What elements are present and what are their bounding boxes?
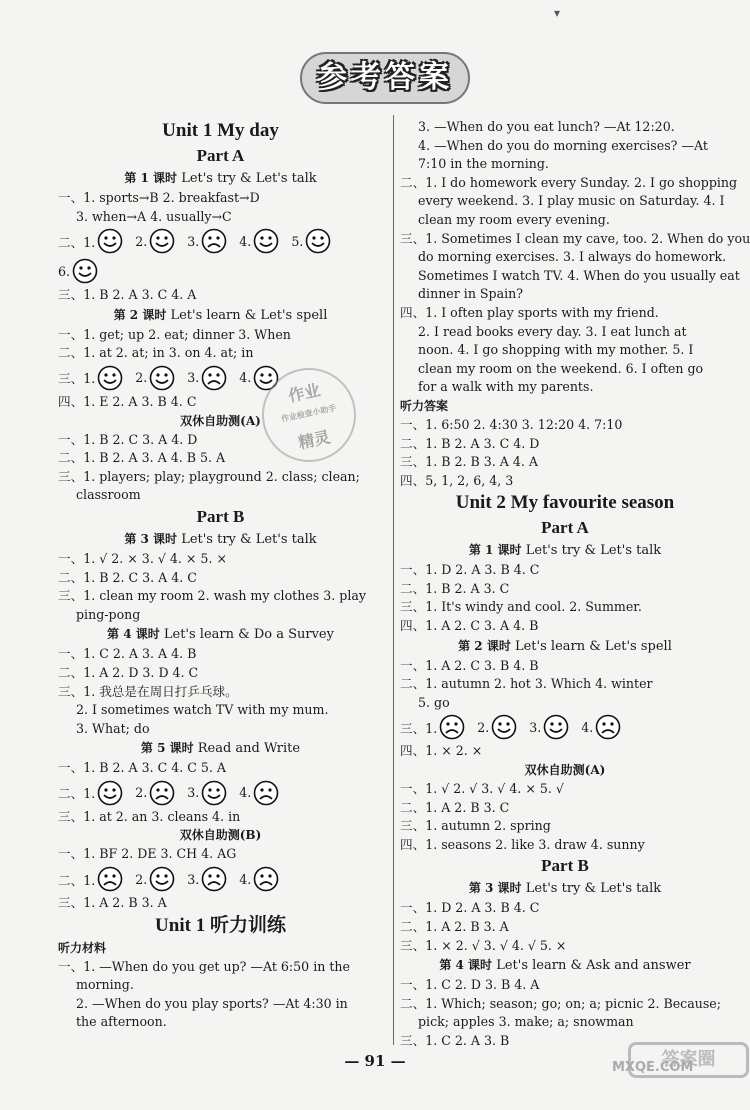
face-label: 3.	[187, 233, 200, 249]
smiley-face-icon	[149, 866, 175, 892]
answer-line: 三、1. clean my room 2. wash my clothes 3. play	[58, 588, 366, 604]
left-column	[58, 118, 383, 1032]
face-label: 三、1.	[400, 720, 438, 736]
smiley-face-icon	[149, 228, 175, 254]
listening-title: Unit 1 听力训练	[155, 914, 286, 936]
answer-line: 一、1. D 2. A 3. B 4. C	[400, 562, 540, 578]
answer-line: 三、1. Sometimes I clean my cave, too. 2. When do you	[400, 230, 750, 246]
answer-line: 二、1. A 2. B 3. C	[400, 799, 510, 815]
listening-material-label: 听力材料	[58, 940, 107, 955]
face-label: 2.	[135, 785, 148, 801]
lesson-number: 第 1 课时	[468, 543, 522, 558]
answer-line: 一、1. B 2. C 3. A 4. D	[58, 431, 198, 447]
lesson-title: Let's learn & Let's spell	[514, 638, 672, 654]
face-label: 6.	[58, 263, 71, 279]
answer-line: 一、1. B 2. A 3. C 4. C 5. A	[58, 760, 227, 776]
answer-line: 三、1. B 2. A 3. C 4. A	[58, 287, 197, 303]
answer-line: ping-pong	[76, 606, 141, 622]
smiley-face-icon	[97, 228, 123, 254]
sad-face-icon	[201, 866, 227, 892]
face-row	[58, 226, 383, 256]
answer-line: dinner in Spain?	[418, 286, 524, 302]
answer-line: 二、1. I do homework every Sunday. 2. I go shopping	[400, 174, 738, 190]
face-label: 4.	[239, 370, 252, 386]
face-label: 2.	[477, 719, 490, 735]
lesson-heading	[58, 738, 383, 759]
smiley-face-icon	[201, 780, 227, 806]
answer-line: 四、1. A 2. C 3. A 4. B	[400, 618, 539, 634]
banner-title: 参考答案	[317, 60, 453, 95]
smiley-face-icon	[72, 258, 98, 284]
lesson-heading	[400, 636, 730, 657]
lesson-title: Let's try & Let's talk	[525, 543, 662, 559]
answer-line: clean my room on the weekend. 6. I often go	[418, 360, 704, 376]
smiley-face-icon	[97, 780, 123, 806]
lesson-number: 第 1 课时	[124, 171, 178, 185]
answer-line: every weekend. 3. I play music on Saturday. 4. I	[418, 193, 725, 209]
face-label: 3.	[187, 370, 200, 386]
sad-face-icon	[439, 714, 465, 740]
lesson-number: 第 3 课时	[124, 531, 178, 546]
answer-line: morning.	[76, 977, 134, 993]
answer-line: 一、1. get; up 2. eat; dinner 3. When	[58, 326, 291, 342]
lesson-heading	[400, 955, 730, 976]
stamp-top-text: 作业	[286, 380, 322, 406]
lesson-title: Let's try & Let's talk	[525, 881, 662, 897]
part-title: Part B	[541, 856, 589, 876]
face-row	[58, 864, 383, 894]
answer-line: 2. I sometimes watch TV with my mum.	[76, 702, 329, 718]
answer-line: 3. —When do you eat lunch? —At 12:20.	[418, 119, 675, 134]
smiley-face-icon	[97, 365, 123, 391]
face-label: 2.	[135, 370, 148, 386]
answer-line: 三、1. B 2. B 3. A 4. A	[400, 454, 538, 470]
sad-face-icon	[201, 228, 227, 254]
sad-face-icon	[201, 365, 227, 391]
lesson-heading	[58, 168, 383, 189]
page-number: — 91 —	[344, 1052, 406, 1070]
lesson-title: Let's learn & Do a Survey	[163, 627, 334, 643]
face-row	[58, 256, 383, 286]
face-label: 二、1.	[58, 234, 96, 250]
sad-face-icon	[253, 866, 279, 892]
answer-line: 一、1. √ 2. × 3. √ 4. × 5. ×	[58, 550, 228, 566]
lesson-title: Let's try & Let's talk	[181, 171, 317, 186]
lesson-title: Read and Write	[197, 741, 301, 757]
watermark-url: MXQE.COM	[612, 1060, 694, 1075]
lesson-heading	[400, 540, 730, 561]
answer-line: 二、1. B 2. A 3. C	[400, 580, 510, 596]
unit-title: Unit 2 My favourite season	[455, 492, 675, 514]
answer-line: 一、1. BF 2. DE 3. CH 4. AG	[58, 846, 237, 862]
answer-line: 一、1. 6:50 2. 4:30 3. 12:20 4. 7:10	[400, 416, 623, 432]
lesson-heading	[400, 878, 730, 899]
part-title: Part B	[196, 506, 245, 526]
lesson-heading	[58, 624, 383, 645]
answer-line: do morning exercises. 3. I always do homework.	[418, 249, 727, 265]
answer-line: 二、1. B 2. A 3. A 4. B 5. A	[58, 450, 226, 466]
answer-line: pick; apples 3. make; a; snowman	[418, 1014, 634, 1030]
answer-line: 2. —When do you play sports? —At 4:30 in	[76, 995, 348, 1011]
answer-line: 3. when→A 4. usually→C	[76, 208, 232, 224]
answer-line: 一、1. √ 2. √ 3. √ 4. × 5. √	[400, 781, 564, 797]
face-row	[58, 778, 383, 808]
answer-line: 四、1. I often play sports with my friend.	[400, 304, 659, 320]
face-label: 4.	[581, 719, 594, 735]
answer-line: 5. go	[418, 694, 450, 710]
face-label: 2.	[135, 871, 148, 887]
face-label: 二、1.	[58, 786, 96, 802]
answer-line: 四、1. E 2. A 3. B 4. C	[58, 393, 197, 409]
lesson-number: 第 2 课时	[458, 638, 511, 653]
listening-answers-label: 听力答案	[400, 398, 449, 413]
face-label: 4.	[239, 785, 252, 801]
test-title: 双休自助测(B)	[179, 828, 262, 843]
answer-line: noon. 4. I go shopping with my mother. 5. I	[418, 342, 694, 358]
sad-face-icon	[595, 714, 621, 740]
lesson-number: 第 4 课时	[107, 627, 160, 642]
answer-line: 四、5, 1, 2, 6, 4, 3	[400, 472, 514, 488]
smiley-face-icon	[253, 228, 279, 254]
lesson-number: 第 5 课时	[140, 741, 194, 756]
face-label: 2.	[135, 233, 148, 249]
answer-line: 三、1. at 2. an 3. cleans 4. in	[58, 808, 241, 824]
face-row	[400, 712, 730, 742]
answer-line: 一、1. A 2. C 3. B 4. B	[400, 657, 539, 673]
column-divider	[393, 115, 394, 1045]
face-label: 4.	[239, 233, 252, 249]
right-column	[400, 118, 750, 1051]
test-title: 双休自助测(A)	[180, 413, 261, 428]
part-title: Part A	[196, 146, 245, 165]
answer-line: Sometimes I watch TV. 4. When do you usually eat	[418, 267, 740, 283]
answer-line: 3. What; do	[76, 720, 150, 736]
face-label: 3.	[529, 719, 542, 735]
lesson-heading	[58, 305, 383, 326]
sad-face-icon	[149, 780, 175, 806]
face-label: 二、1.	[58, 872, 96, 888]
lesson-title: Let's try & Let's talk	[181, 531, 317, 547]
smiley-face-icon	[305, 228, 331, 254]
answer-line: 4. —When do you do morning exercises? —At	[418, 137, 708, 153]
answer-line: 三、1. A 2. B 3. A	[58, 895, 167, 911]
answer-line: 二、1. B 2. A 3. C 4. D	[400, 435, 540, 451]
face-label: 4.	[239, 871, 252, 887]
lesson-title: Let's learn & Ask and answer	[496, 958, 691, 974]
sad-face-icon	[97, 866, 123, 892]
lesson-title: Let's learn & Let's spell	[170, 307, 328, 323]
answer-line: clean my room every evening.	[418, 211, 610, 227]
answer-line: 二、1. A 2. D 3. D 4. C	[58, 664, 199, 680]
answer-line: 三、1. It's windy and cool. 2. Summer.	[400, 599, 642, 615]
lesson-number: 第 2 课时	[113, 307, 167, 322]
face-label: 三、1.	[58, 371, 96, 387]
page-mark: ▾	[554, 6, 561, 20]
answer-line: 一、1. C 2. D 3. B 4. A	[400, 977, 540, 993]
face-label: 5.	[291, 233, 304, 249]
answer-line: 二、1. A 2. B 3. A	[400, 919, 509, 934]
smiley-face-icon	[491, 714, 517, 740]
watermark-badge: 答案圈	[628, 1042, 749, 1078]
face-label: 3.	[187, 785, 200, 801]
stamp-bottom-text: 精灵	[296, 427, 332, 453]
answer-line: 二、1. at 2. at; in 3. on 4. at; in	[58, 345, 254, 361]
answer-line: classroom	[76, 487, 141, 503]
answer-line: 四、1. seasons 2. like 3. draw 4. sunny	[400, 836, 645, 852]
answer-line: 三、1. players; play; playground 2. class; clean;	[58, 468, 360, 484]
answer-line: 一、1. sports→B 2. breakfast→D	[58, 190, 260, 205]
stamp-mid-text: 作业检查小助手	[280, 403, 338, 424]
smiley-face-icon	[149, 365, 175, 391]
face-label: 3.	[187, 871, 200, 887]
answer-line: for a walk with my parents.	[418, 379, 594, 395]
unit-title: Unit 1 My day	[162, 120, 279, 141]
sad-face-icon	[253, 780, 279, 806]
answer-line: 一、1. D 2. A 3. B 4. C	[400, 900, 540, 916]
answer-line: 三、1. × 2. √ 3. √ 4. √ 5. ×	[400, 937, 567, 953]
answer-line: 2. I read books every day. 3. I eat lunch at	[418, 323, 687, 339]
lesson-heading	[58, 529, 383, 550]
lesson-number: 第 4 课时	[439, 958, 493, 973]
answer-line: 三、1. 我总是在周日打乒乓球。	[58, 683, 238, 699]
test-title: 双休自助测(A)	[524, 763, 606, 778]
answer-line: 二、1. Which; season; go; on; a; picnic 2. Because;	[400, 995, 722, 1011]
answer-line: 二、1. B 2. C 3. A 4. C	[58, 569, 197, 585]
answer-line: 7:10 in the morning.	[418, 156, 549, 172]
answer-line: 三、1. C 2. A 3. B	[400, 1032, 510, 1048]
answer-line: 四、1. × 2. ×	[400, 743, 483, 759]
answer-line: 一、1. —When do you get up? —At 6:50 in the	[58, 958, 350, 974]
answer-line: the afternoon.	[76, 1014, 167, 1030]
lesson-number: 第 3 课时	[468, 881, 522, 896]
smiley-face-icon	[543, 714, 569, 740]
answer-line: 二、1. autumn 2. hot 3. Which 4. winter	[400, 676, 653, 692]
answer-line: 三、1. autumn 2. spring	[400, 818, 551, 834]
answer-banner	[300, 52, 470, 104]
answer-line: 一、1. C 2. A 3. A 4. B	[58, 646, 197, 662]
part-title: Part A	[541, 518, 589, 538]
